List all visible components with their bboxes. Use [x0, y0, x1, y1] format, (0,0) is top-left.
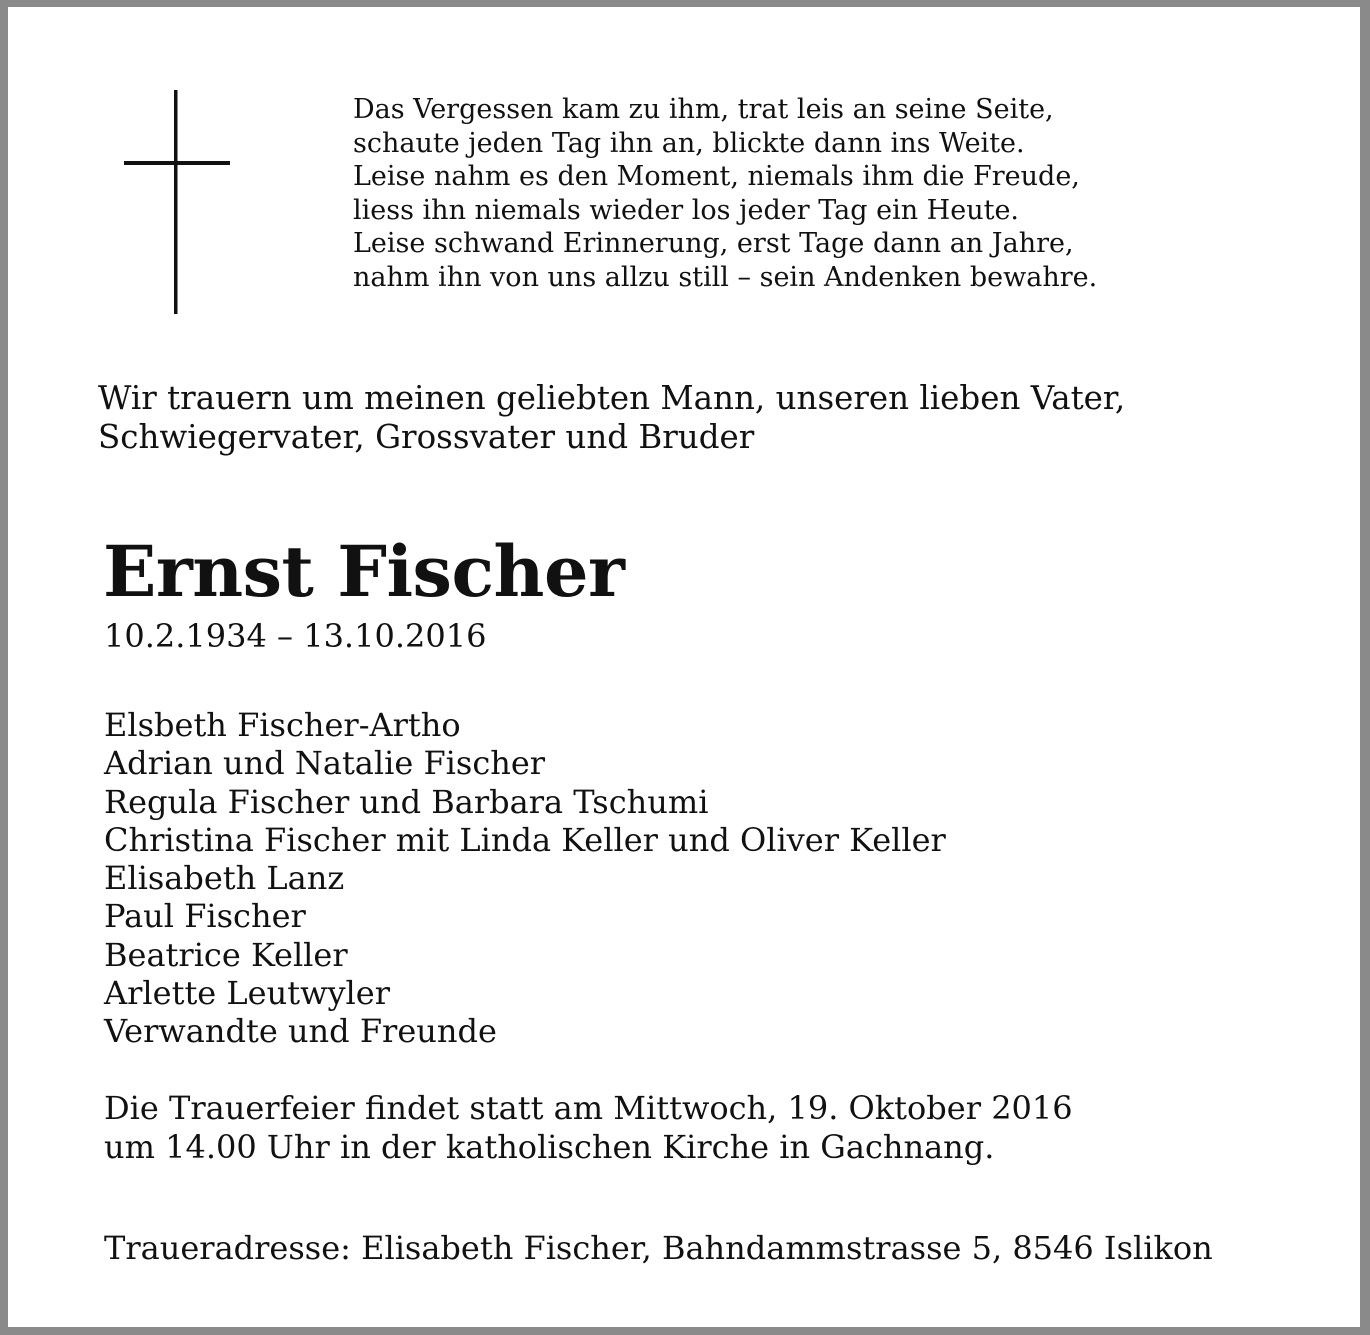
cross-icon: [123, 90, 233, 314]
mourner-entry: Christina Fischer mit Linda Keller und Oliver Keller: [104, 820, 946, 859]
poem-line: Leise schwand Erinnerung, erst Tage dann an Jahre,: [353, 228, 1074, 260]
mourner-entry: Elisabeth Lanz: [104, 859, 345, 898]
service-line: um 14.00 Uhr in der katholischen Kirche in Gachnang.: [104, 1127, 995, 1166]
life-dates: 10.2.1934 – 13.10.2016: [104, 617, 487, 655]
service-line: Die Trauerfeier findet statt am Mittwoch, 19. Oktober 2016: [104, 1089, 1073, 1127]
poem-line: Leise nahm es den Moment, niemals ihm die Freude,: [353, 161, 1080, 193]
mourner-entry: Verwandte und Freunde: [104, 1012, 497, 1051]
poem-line: Das Vergessen kam zu ihm, trat leis an seine Seite,: [353, 94, 1054, 125]
mourner-entry: Elsbeth Fischer-Artho: [104, 706, 461, 744]
mourning-intro: [98, 379, 1125, 457]
mourner-entry: Paul Fischer: [104, 897, 306, 936]
mourning-address: Traueradresse: Elisabeth Fischer, Bahndammstrasse 5, 8546 Islikon: [104, 1229, 1213, 1267]
intro-line: Schwiegervater, Grossvater und Bruder: [98, 418, 755, 456]
deceased-name: Ernst Fischer: [103, 530, 625, 613]
funeral-service-info: [104, 1089, 1073, 1166]
mourner-entry: Adrian und Natalie Fischer: [104, 744, 546, 783]
poem-line: nahm ihn von uns allzu still – sein Andenken bewahre.: [353, 261, 1098, 293]
mourner-entry: Regula Fischer und Barbara Tschumi: [104, 782, 709, 821]
mourners-list: [104, 706, 946, 1051]
mourner-entry: Beatrice Keller: [104, 935, 348, 974]
poem-line: schaute jeden Tag ihn an, blickte dann ins Weite.: [353, 127, 1025, 159]
memorial-poem: [353, 93, 1097, 295]
intro-line: Wir trauern um meinen geliebten Mann, unseren lieben Vater,: [98, 379, 1126, 417]
mourner-entry: Arlette Leutwyler: [104, 974, 390, 1013]
poem-line: liess ihn niemals wieder los jeder Tag ein Heute.: [353, 194, 1020, 226]
